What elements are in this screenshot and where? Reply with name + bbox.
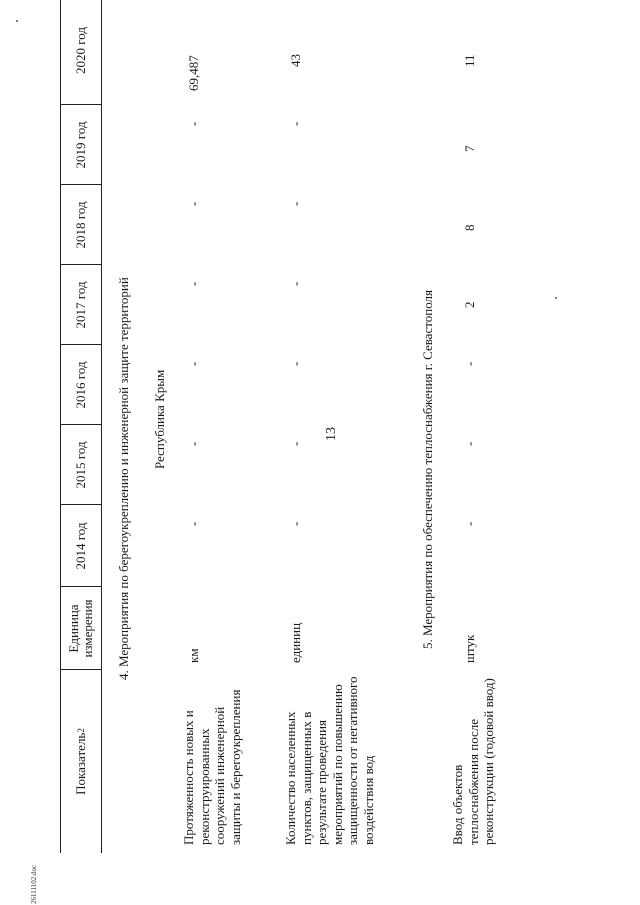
row-value: - bbox=[462, 361, 477, 366]
column-header-year bbox=[60, 185, 101, 265]
row-value: - bbox=[186, 361, 201, 366]
row-value: 2 bbox=[462, 301, 477, 308]
row-value: - bbox=[288, 121, 303, 126]
column-header-label: Единица измерения bbox=[65, 599, 95, 658]
row-value: - bbox=[288, 281, 303, 286]
section-subheading: Республика Крым bbox=[152, 369, 167, 469]
row-indicator-label: Количество населенных пунктов, защищенных в результате проведения мероприятий по повышению защищенности от негативного воздействия вод bbox=[283, 676, 376, 845]
page-number: 13 bbox=[324, 427, 339, 441]
row-indicator-label: Ввод объектов теплоснабжения после реконструкции (годовой ввод) bbox=[450, 678, 496, 845]
column-header-year bbox=[60, 425, 101, 505]
row-value: - bbox=[186, 441, 201, 446]
scan-speck bbox=[16, 20, 18, 22]
column-header-label: 2014 год bbox=[72, 522, 88, 570]
rotated-table-page bbox=[60, 0, 640, 853]
row-value: 69,487 bbox=[186, 55, 201, 91]
row-value: - bbox=[186, 201, 201, 206]
row-unit: единиц bbox=[288, 622, 303, 663]
column-header-indicator bbox=[60, 670, 101, 853]
section-heading: 5. Мероприятия по обеспечению теплоснабжения г. Севастополя bbox=[420, 290, 435, 649]
column-header-year bbox=[60, 105, 101, 185]
column-header-year bbox=[60, 345, 101, 425]
row-value: - bbox=[288, 441, 303, 446]
row-value: - bbox=[288, 361, 303, 366]
row-unit: штук bbox=[462, 634, 477, 663]
row-value: - bbox=[186, 521, 201, 526]
column-header-unit bbox=[60, 587, 101, 670]
column-header-label: 2019 год bbox=[72, 121, 88, 169]
footnote-marker: 2 bbox=[75, 728, 86, 733]
row-value: - bbox=[288, 521, 303, 526]
row-value: 43 bbox=[288, 54, 303, 67]
row-value: - bbox=[186, 281, 201, 286]
row-indicator-label: Протяженность новых и реконструированных сооружений инженерной защиты и берегоукрепления bbox=[181, 689, 243, 845]
row-value: 11 bbox=[462, 54, 477, 67]
column-header-label: 2020 год bbox=[72, 27, 88, 74]
header-bottom-rule bbox=[101, 0, 102, 853]
row-value: 7 bbox=[462, 145, 477, 152]
row-value: - bbox=[288, 201, 303, 206]
column-header-label: 2018 год bbox=[72, 201, 88, 249]
column-header-label: 2015 год bbox=[72, 441, 88, 489]
footer-doc-code: 26111102.doc bbox=[30, 864, 38, 904]
row-value: - bbox=[186, 121, 201, 126]
column-header-label: Показатель bbox=[72, 732, 88, 795]
column-header-year bbox=[60, 0, 101, 105]
row-value: 8 bbox=[462, 224, 477, 231]
column-header-year bbox=[60, 265, 101, 345]
column-header-label: 2016 год bbox=[72, 361, 88, 409]
section-heading: 4. Мероприятия по берегоукреплению и инженерной защите территорий bbox=[116, 277, 131, 680]
row-unit: км bbox=[186, 648, 201, 663]
row-value: - bbox=[462, 441, 477, 446]
column-header-year bbox=[60, 505, 101, 587]
column-header-label: 2017 год bbox=[72, 281, 88, 329]
row-value: - bbox=[462, 521, 477, 526]
